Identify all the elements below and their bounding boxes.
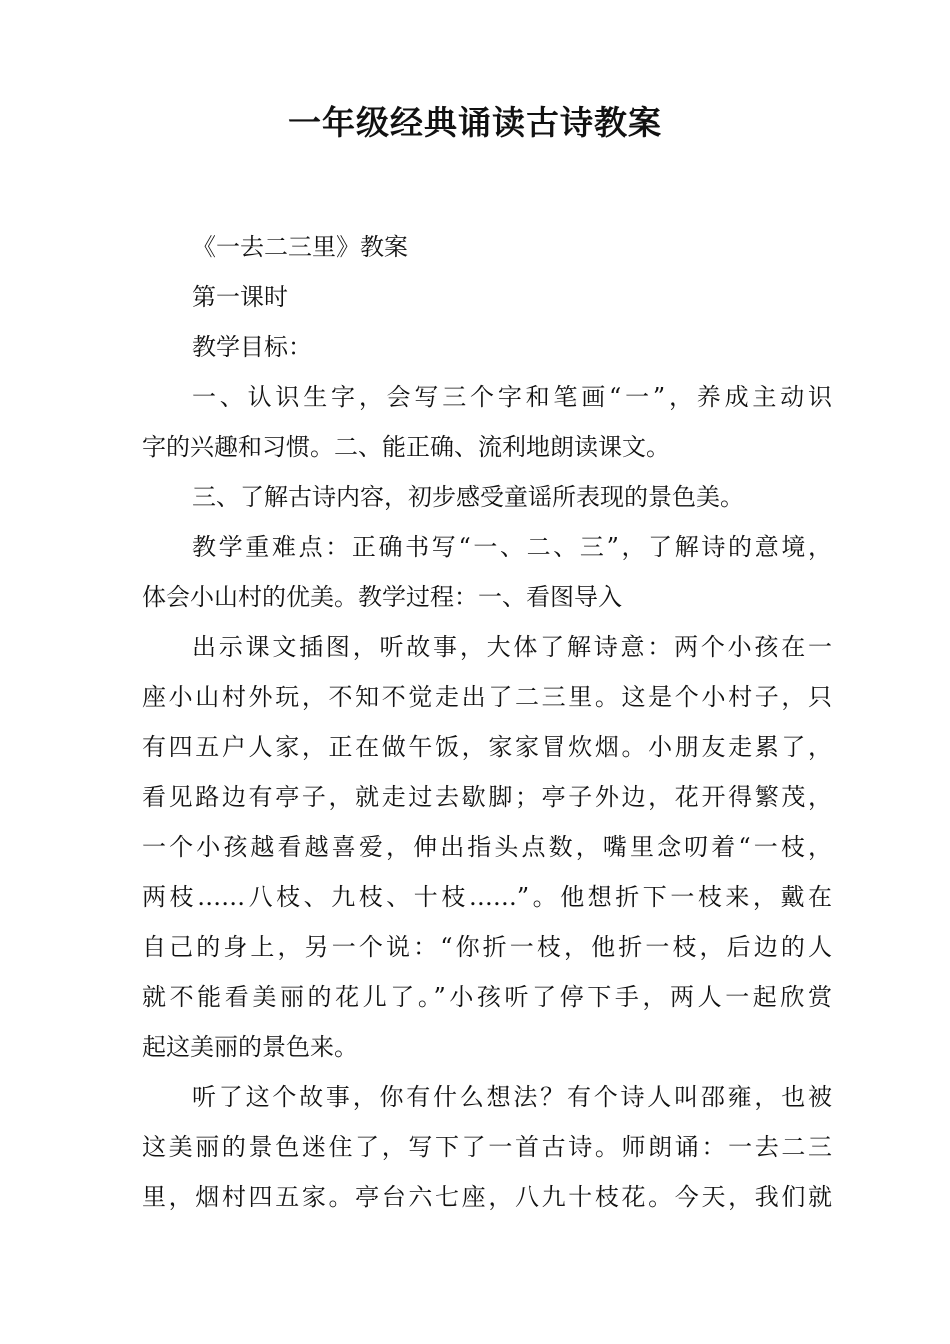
paragraph-line: 起这美丽的景色来。 bbox=[142, 1033, 358, 1061]
paragraph-line: 教学重难点：正确书写“一、二、三”，了解诗的意境， bbox=[192, 533, 832, 561]
paragraph-line: 里，烟村四五家。亭台六七座，八九十枝花。今天，我们就 bbox=[142, 1183, 832, 1211]
paragraph-line: 《一去二三里》教案 bbox=[192, 233, 408, 261]
paragraph-line: 座小山村外玩，不知不觉走出了二三里。这是个小村子，只 bbox=[142, 683, 832, 711]
paragraph-line: 字的兴趣和习惯。二、能正确、流利地朗读课文。 bbox=[142, 433, 670, 461]
paragraph-line: 一、认识生字，会写三个字和笔画“一”，养成主动识 bbox=[192, 383, 832, 411]
paragraph-line: 听了这个故事，你有什么想法？有个诗人叫邵雍，也被 bbox=[192, 1083, 832, 1111]
paragraph-line: 两枝……八枝、九枝、十枝……”。他想折下一枝来，戴在 bbox=[142, 883, 832, 911]
paragraph-line: 教学目标： bbox=[192, 333, 312, 361]
document-title: 一年级经典诵读古诗教案 bbox=[288, 103, 662, 142]
document-body bbox=[142, 222, 832, 1222]
paragraph-line: 体会小山村的优美。教学过程：一、看图导入 bbox=[142, 583, 622, 611]
paragraph-line: 出示课文插图，听故事，大体了解诗意：两个小孩在一 bbox=[192, 633, 832, 661]
paragraph-line: 三、了解古诗内容，初步感受童谣所表现的景色美。 bbox=[192, 483, 744, 511]
paragraph-line: 一个小孩越看越喜爱，伸出指头点数，嘴里念叨着“一枝， bbox=[142, 833, 832, 861]
paragraph-line: 看见路边有亭子，就走过去歇脚；亭子外边，花开得繁茂， bbox=[142, 783, 832, 811]
paragraph-line: 这美丽的景色迷住了，写下了一首古诗。师朗诵：一去二三 bbox=[142, 1133, 832, 1161]
paragraph-line: 就不能看美丽的花儿了。”小孩听了停下手，两人一起欣赏 bbox=[142, 983, 832, 1011]
paragraph-line: 有四五户人家，正在做午饭，家家冒炊烟。小朋友走累了， bbox=[142, 733, 832, 761]
paragraph-line: 第一课时 bbox=[192, 283, 288, 311]
paragraph-line: 自己的身上，另一个说：“你折一枝，他折一枝，后边的人 bbox=[142, 933, 832, 961]
